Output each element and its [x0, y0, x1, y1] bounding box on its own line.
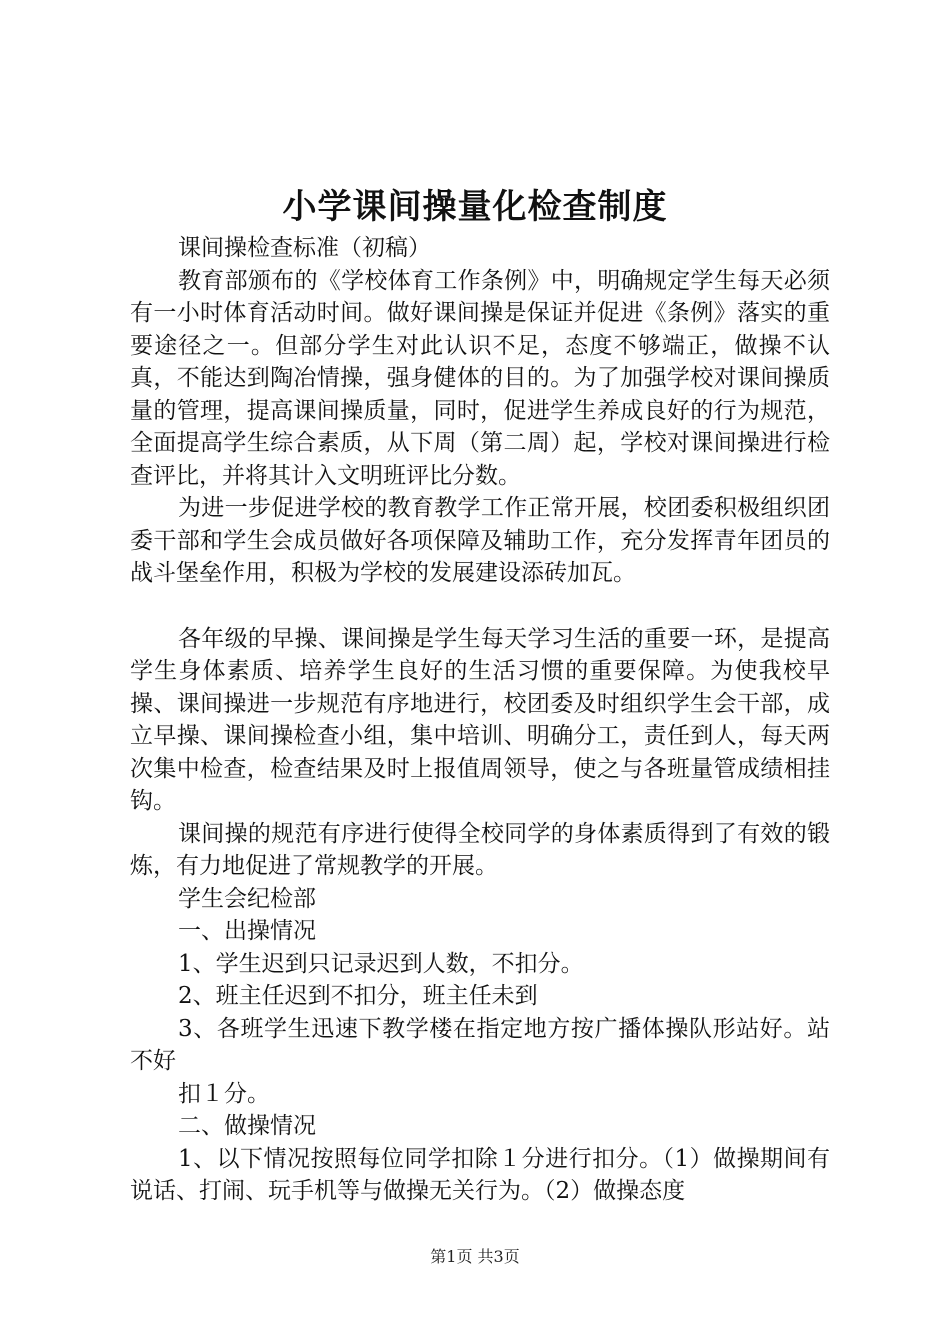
rule-item: 3、各班学生迅速下教学楼在指定地方按广播体操队形站好。站不好	[130, 1015, 830, 1074]
body-paragraph: 为进一步促进学校的教育教学工作正常开展，校团委积极组织团委干部和学生会成员做好各项保障及辅助工作，充分发挥青年团员的战斗堡垒作用，积极为学校的发展建设添砖加瓦。	[130, 495, 830, 586]
department-line: 学生会纪检部	[178, 885, 316, 912]
document-body	[130, 232, 830, 1208]
body-paragraph: 课间操的规范有序进行使得全校同学的身体素质得到了有效的锻炼，有力地促进了常规教学的开展。	[130, 820, 830, 879]
section-heading: 一、出操情况	[178, 918, 316, 944]
document-title: 小学课间操量化检查制度	[282, 187, 668, 227]
rule-item: 扣１分。	[178, 1080, 270, 1107]
page-number: 第1页 共3页	[430, 1247, 520, 1266]
subtitle-paragraph: 课间操检查标准（初稿）	[178, 235, 431, 261]
body-paragraph: 教育部颁布的《学校体育工作条例》中，明确规定学生每天必须有一小时体育活动时间。做好课间操是保证并促进《条例》落实的重要途径之一。但部分学生对此认识不足，态度不够端正，做操不认真，不能达到陶冶情操，强身健体的目的。为了加强学校对课间操质量的管理，提高课间操质量，同时，促进学生养成良好的行为规范，全面提高学生综合素质，从下周（第二周）起，学校对课间操进行检查评比，并将其计入文明班评比分数。	[130, 267, 830, 489]
section-heading: 二、做操情况	[178, 1113, 316, 1139]
rule-item: 2、班主任迟到不扣分，班主任未到	[178, 983, 538, 1009]
rule-item: 1、学生迟到只记录迟到人数，不扣分。	[178, 950, 584, 977]
rule-item: 1、以下情况按照每位同学扣除１分进行扣分。（1）做操期间有说话、打闹、玩手机等与做操无关行为。（2）做操态度	[130, 1145, 830, 1204]
paragraph-spacer	[130, 590, 830, 623]
body-paragraph: 各年级的早操、课间操是学生每天学习生活的重要一环，是提高学生身体素质、培养学生良好的生活习惯的重要保障。为使我校早操、课间操进一步规范有序地进行，校团委及时组织学生会干部，成立早操、课间操检查小组，集中培训、明确分工，责任到人，每天两次集中检查，检查结果及时上报值周领导，使之与各班量管成绩相挂钩。	[130, 625, 830, 814]
